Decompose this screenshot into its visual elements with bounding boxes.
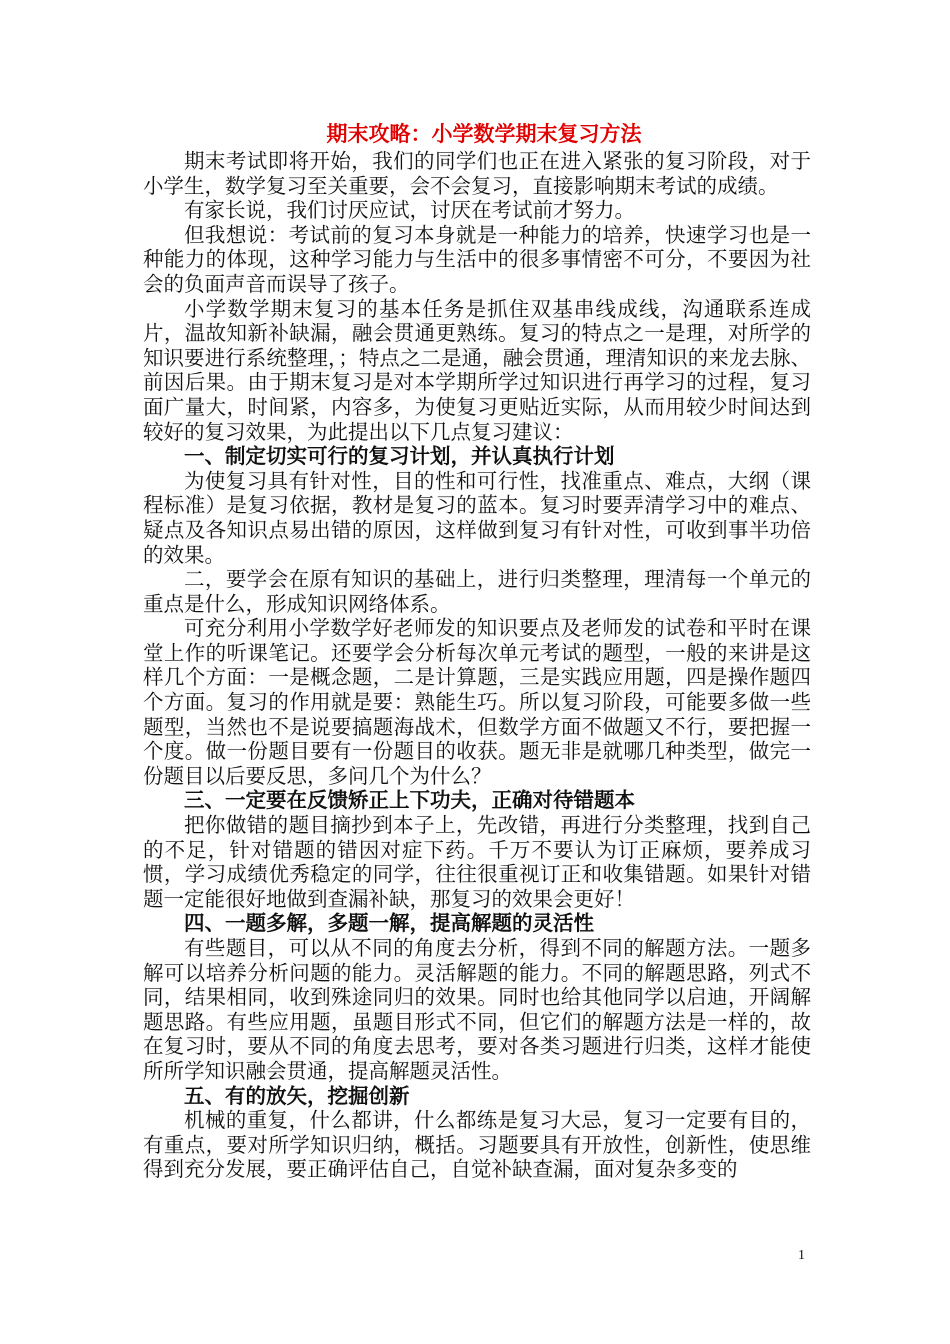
body-paragraph: 二，要学会在原有知识的基础上，进行归类整理，理清每一个单元的重点是什么，形成知识网络体系。 [143, 567, 811, 616]
section-heading: 三、一定要在反馈矫正上下功夫，正确对待错题本 [184, 788, 635, 813]
body-paragraph: 小学数学期末复习的基本任务是抓住双基串线成线，沟通联系连成片，温故知新补缺漏，融会贯通更熟练。复习的特点之一是理，对所学的知识要进行系统整理，；特点之二是通，融会贯通，理清知识的来龙去脉、前因后果。由于期末复习是对本学期所学过知识进行再学习的过程，复习面广量大，时间紧，内容多，为使复习更贴近实际，从而用较少时间达到较好的复习效果，为此提出以下几点复习建议： [143, 296, 811, 444]
body-paragraph: 有家长说，我们讨厌应试，讨厌在考试前才努力。 [184, 198, 635, 223]
body-paragraph: 为使复习具有针对性，目的性和可行性，找准重点、难点，大纲（课程标准）是复习依据，教材是复习的蓝本。复习时要弄清学习中的难点、疑点及各知识点易出错的原因，这样做到复习有针对性，可收到事半功倍的效果。 [143, 468, 811, 567]
body-paragraph: 有些题目，可以从不同的角度去分析，得到不同的解题方法。一题多解可以培养分析问题的能力。灵活解题的能力。不同的解题思路，列式不同，结果相同，收到殊途同归的效果。同时也给其他同学以启迪，开阔解题思路。有些应用题，虽题目形式不同，但它们的解题方法是一样的，故在复习时，要从不同的角度去思考，要对各类习题进行归类，这样才能使所所学知识融会贯通，提高解题灵活性。 [143, 936, 811, 1083]
body-paragraph: 但我想说：考试前的复习本身就是一种能力的培养，快速学习也是一种能力的体现，这种学习能力与生活中的很多事情密不可分，不要因为社会的负面声音而误导了孩子。 [143, 222, 811, 296]
paragraph-list [143, 149, 811, 1182]
body-paragraph: 机械的重复，什么都讲，什么都练是复习大忌，复习一定要有目的，有重点，要对所学知识归纳，概括。习题要具有开放性，创新性，使思维得到充分发展，要正确评估自己，自觉补缺查漏，面对复杂多变的 [143, 1108, 811, 1182]
document-body [143, 121, 811, 1182]
section-heading: 一、制定切实可行的复习计划，并认真执行计划 [184, 444, 615, 469]
body-paragraph: 可充分利用小学数学好老师发的知识要点及老师发的试卷和平时在课堂上作的听课笔记。还要学会分析每次单元考试的题型，一般的来讲是这样几个方面：一是概念题，二是计算题，三是实践应用题，四是操作题四个方面。复习的作用就是要：熟能生巧。所以复习阶段，可能要多做一些题型，当然也不是说要搞题海战术，但数学方面不做题又不行，要把握一个度。做一份题目要有一份题目的收获。题无非是就哪几种类型，做完一份题目以后要反思，多问几个为什么？ [143, 616, 811, 788]
section-heading: 四、一题多解，多题一解，提高解题的灵活性 [184, 911, 594, 936]
section-heading: 五、有的放矢，挖掘创新 [184, 1083, 410, 1108]
body-paragraph: 把你做错的题目摘抄到本子上，先改错，再进行分类整理，找到自己的不足，针对错题的错因对症下药。千万不要认为订正麻烦，要养成习惯，学习成绩优秀稳定的同学，往往很重视订正和收集错题。如果针对错题一定能很好地做到查漏补缺，那复习的效果会更好！ [143, 813, 811, 911]
body-paragraph: 期末考试即将开始，我们的同学们也正在进入紧张的复习阶段，对于小学生，数学复习至关重要，会不会复习，直接影响期末考试的成绩。 [143, 149, 811, 198]
document-title: 期末攻略：小学数学期末复习方法 [326, 121, 642, 146]
page-number: 1 [798, 1248, 805, 1263]
